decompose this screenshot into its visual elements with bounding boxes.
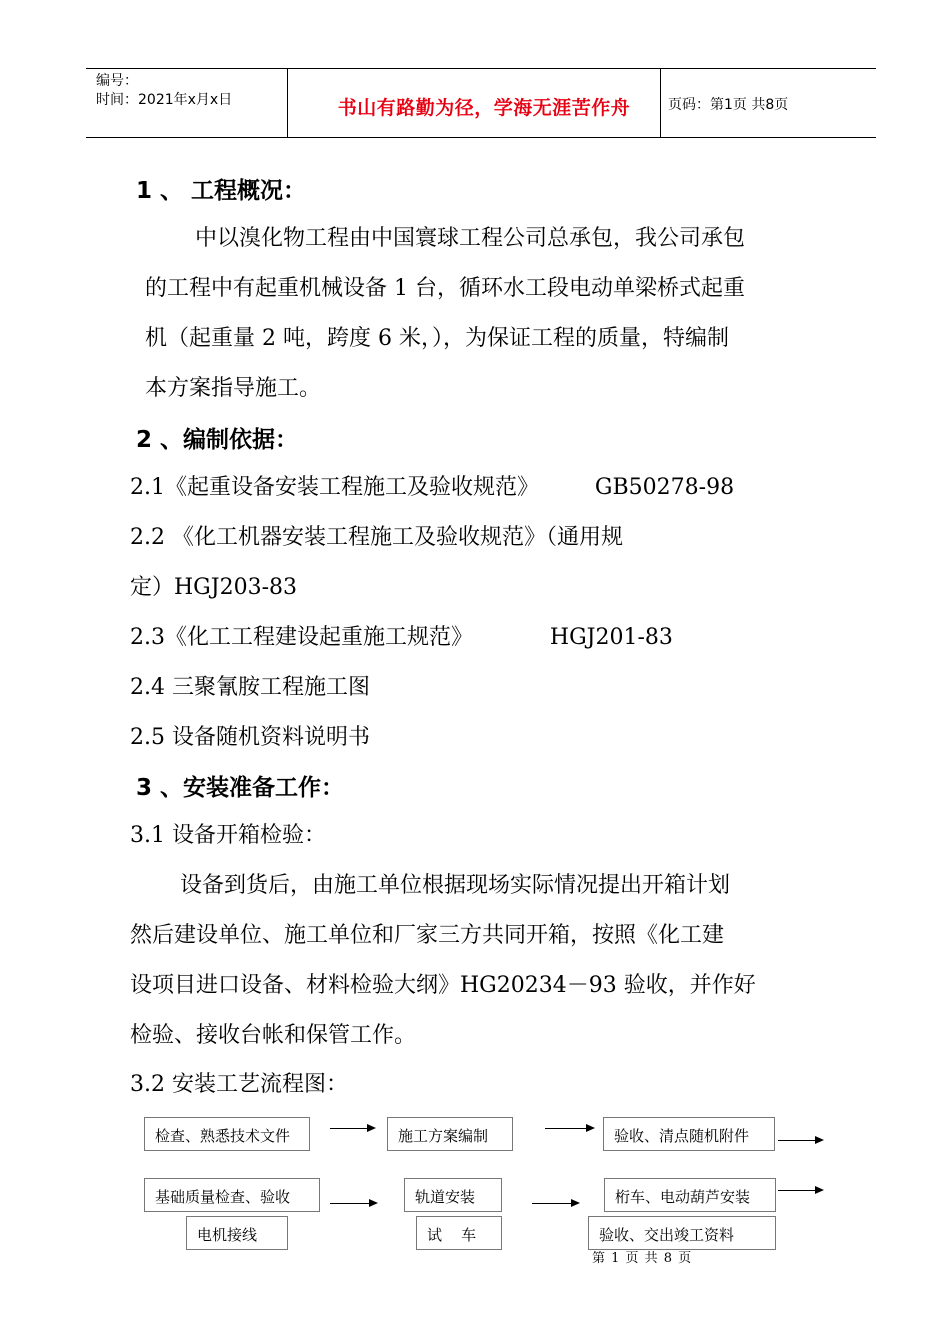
header-slogan: 书山有路勤为径，学海无涯苦作舟: [337, 97, 631, 119]
flow-step: 验收、清点随机附件: [603, 1117, 775, 1151]
page-footer: 第 1 页 共 8 页: [592, 1251, 693, 1266]
flow-step: 轨道安装: [404, 1178, 502, 1212]
flow-step: 验收、交出竣工资料: [588, 1216, 776, 1250]
page-header: [86, 68, 876, 138]
flow-arrow: [330, 1203, 376, 1204]
section-3-title: 3 、安装准备工作：: [136, 775, 345, 801]
subsection-title: 3.1 设备开箱检验：: [130, 823, 326, 848]
paragraph-line: 本方案指导施工。: [145, 376, 322, 401]
flow-step: 施工方案编制: [387, 1117, 513, 1151]
time-label: 时间：2021年x月x日: [96, 92, 233, 108]
reference-item: 2.4 三聚氰胺工程施工图: [130, 675, 370, 700]
page-info: 页码：第1页 共8页: [668, 97, 789, 113]
paragraph-line: 然后建设单位、施工单位和厂家三方共同开箱，按照《化工建: [130, 923, 725, 948]
header-divider: [660, 69, 661, 137]
reference-item: 2.3《化工工程建设起重施工规范》 HGJ201-83: [130, 625, 673, 650]
flow-arrow: [778, 1140, 822, 1141]
paragraph-line: 中以溴化物工程由中国寰球工程公司总承包，我公司承包: [195, 226, 746, 251]
reference-item: 2.1《起重设备安装工程施工及验收规范》 GB50278-98: [130, 475, 735, 500]
flow-arrow: [545, 1128, 593, 1129]
flow-step: 基础质量检查、验收: [144, 1178, 320, 1212]
flow-arrow: [330, 1128, 374, 1129]
paragraph-line: 设备到货后，由施工单位根据现场实际情况提出开箱计划: [180, 873, 731, 898]
flow-arrow: [778, 1190, 822, 1191]
reference-item: 2.5 设备随机资料说明书: [130, 725, 370, 750]
flow-step: 电机接线: [186, 1216, 288, 1250]
flow-step: 试 车: [416, 1216, 502, 1250]
section-1-title: 1 、 工程概况：: [136, 178, 307, 204]
reference-item: 2.2 《化工机器安装工程施工及验收规范》（通用规: [130, 525, 623, 550]
paragraph-line: 的工程中有起重机械设备 1 台，循环水工段电动单梁桥式起重: [145, 276, 745, 301]
paragraph-line: 机（起重量 2 吨，跨度 6 米，），为保证工程的质量，特编制: [145, 326, 729, 351]
flow-arrow: [532, 1203, 578, 1204]
flow-step: 桁车、电动葫芦安装: [604, 1178, 776, 1212]
reference-item: 定）HGJ203-83: [130, 575, 297, 600]
paragraph-line: 设项目进口设备、材料检验大纲》HG20234－93 验收，并作好: [130, 973, 756, 998]
number-label: 编号：: [96, 73, 138, 89]
section-2-title: 2 、编制依据：: [136, 427, 299, 453]
paragraph-line: 检验、接收台帐和保管工作。: [130, 1023, 417, 1048]
flow-step: 检查、熟悉技术文件: [144, 1117, 310, 1151]
subsection-title: 3.2 安装工艺流程图：: [130, 1072, 348, 1097]
header-divider: [287, 69, 288, 137]
